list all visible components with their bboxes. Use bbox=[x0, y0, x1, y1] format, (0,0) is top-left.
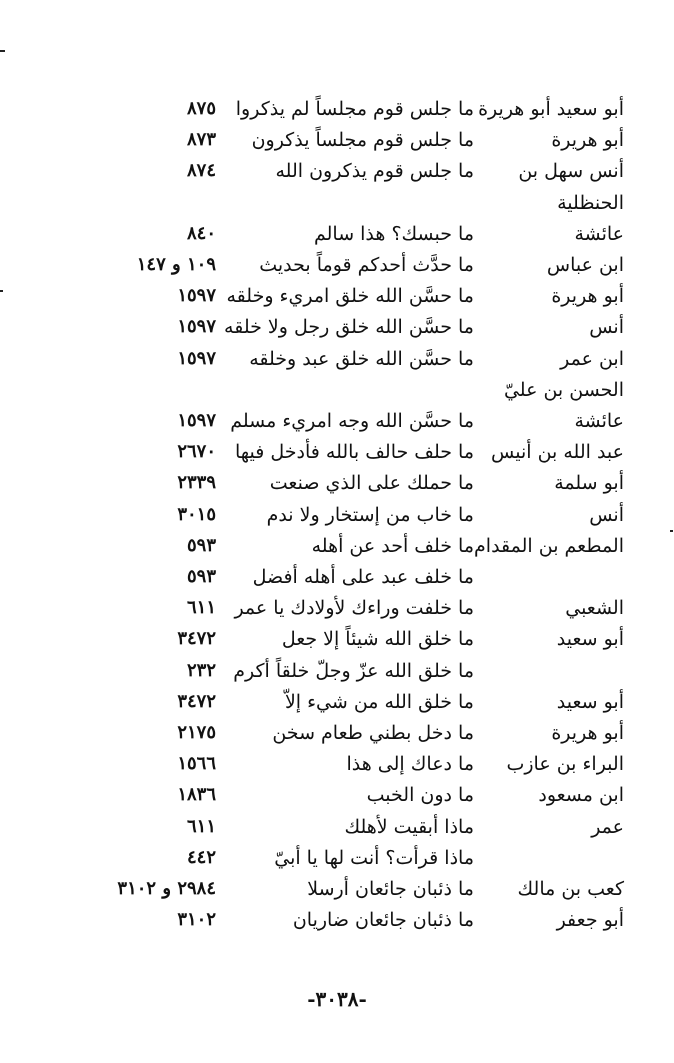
index-entry bbox=[0, 592, 674, 624]
entry-reference-number: ٢٣٣٩ bbox=[177, 472, 216, 494]
entry-narrator: أنس bbox=[589, 503, 624, 526]
entry-reference-number: ١٠٩ و ١٤٧ bbox=[136, 254, 216, 275]
entry-hadith-text: ما جلس قوم يذكرون الله bbox=[275, 160, 474, 183]
entry-reference-number: ١٨٣٦ bbox=[177, 784, 216, 806]
entry-hadith-text: ما حملك على الذي صنعت bbox=[269, 472, 474, 495]
entry-hadith-text: ما خلق الله عزّ وجلّ خلقاً أكرم bbox=[233, 659, 474, 682]
index-entry bbox=[0, 561, 674, 593]
entry-hadith-text: ما حسَّن الله خلق رجل ولا خلقه bbox=[224, 316, 474, 339]
entry-hadith-text: ما دعاك إلى هذا bbox=[346, 753, 474, 776]
entry-narrator: عائشة bbox=[574, 410, 624, 432]
entry-hadith-text: ما خلف أحد عن أهله bbox=[311, 534, 474, 557]
entry-hadith-text: ما جلس قوم مجلساً يذكرون bbox=[251, 129, 474, 152]
entry-hadith-text: ما ذئبان جائعان أرسلا bbox=[307, 878, 474, 900]
entry-reference-number: ٤٤٢ bbox=[186, 846, 216, 868]
index-entry bbox=[0, 779, 674, 811]
index-entry bbox=[0, 655, 674, 687]
entry-narrator: أبو سعيد bbox=[556, 628, 624, 651]
entry-hadith-text: ما خلق الله من شيء إلاّ bbox=[284, 690, 474, 713]
entry-reference-number: ٣٤٧٢ bbox=[177, 690, 216, 712]
entry-narrator: أبو هريرة bbox=[551, 285, 624, 308]
entry-narrator: ابن عمر bbox=[560, 347, 624, 370]
entry-hadith-text: ما خلفت وراءك لأولادك يا عمر bbox=[234, 597, 474, 620]
entry-narrator: أبو سلمة bbox=[554, 472, 624, 495]
entry-narrator: ابن مسعود bbox=[538, 784, 624, 807]
entry-narrator: أبو هريرة bbox=[551, 722, 624, 744]
entry-narrator: أنس bbox=[589, 316, 624, 339]
index-entry bbox=[0, 842, 674, 874]
entry-hadith-text: ما ذئبان جائعان ضاريان bbox=[292, 909, 474, 932]
entry-narrator: أبو سعيد أبو هريرة bbox=[478, 98, 624, 120]
entry-reference-number: ٥٩٣ bbox=[186, 566, 216, 587]
entry-narrator: عمر bbox=[591, 815, 624, 838]
entry-hadith-text: ما دخل بطني طعام سخن bbox=[272, 722, 474, 744]
entry-reference-number: ٢١٧٥ bbox=[177, 722, 216, 743]
entry-reference-number: ١٥٦٦ bbox=[177, 753, 216, 775]
entry-hadith-text: ما حسَّن الله خلق عبد وخلقه bbox=[249, 347, 474, 370]
entry-hadith-text: ما دون الخبب bbox=[366, 784, 474, 807]
entry-hadith-text: ما حلف حالف بالله فأدخل فيها bbox=[234, 441, 474, 464]
index-entry bbox=[0, 343, 674, 375]
entry-narrator: الحسن بن عليّ bbox=[503, 378, 624, 401]
entry-reference-number: ٦١١ bbox=[186, 597, 216, 619]
entry-hadith-text: ما جلس قوم مجلساً لم يذكروا bbox=[235, 98, 474, 120]
entry-reference-number: ٥٩٣ bbox=[186, 534, 216, 556]
entry-reference-number: ٢٣٢ bbox=[186, 659, 216, 681]
entry-narrator: عبد الله بن أنيس bbox=[491, 441, 624, 464]
index-entry bbox=[0, 124, 674, 156]
index-entry bbox=[0, 686, 674, 718]
index-entry bbox=[0, 499, 674, 531]
entry-hadith-text: ما حسَّن الله وجه امريء مسلم bbox=[230, 410, 474, 432]
page-number: -٣٠٣٨- bbox=[307, 987, 367, 1011]
edge-mark-top bbox=[0, 50, 5, 52]
entry-narrator: أبو سعيد bbox=[556, 690, 624, 713]
entry-reference-number: ٨٤٠ bbox=[186, 222, 216, 244]
index-entry bbox=[0, 280, 674, 312]
index-entry bbox=[0, 717, 674, 749]
entry-reference-number: ١٥٩٧ bbox=[177, 410, 216, 431]
index-entry bbox=[0, 811, 674, 843]
entry-narrator: أبو جعفر bbox=[556, 909, 624, 932]
index-entry bbox=[0, 436, 674, 468]
index-entry bbox=[0, 187, 674, 219]
entry-reference-number: ١٥٩٧ bbox=[177, 285, 216, 307]
entry-reference-number: ١٥٩٧ bbox=[177, 347, 216, 369]
entry-narrator: كعب بن مالك bbox=[517, 878, 624, 900]
entry-hadith-text: ما خاب من إستخار ولا ندم bbox=[266, 503, 474, 526]
entry-reference-number: ٨٧٣ bbox=[186, 129, 216, 151]
entry-reference-number: ٣١٠٢ bbox=[177, 909, 216, 931]
entry-narrator: عائشة bbox=[574, 222, 624, 245]
entry-hadith-text: ما خلق الله شيئاً إلا جعل bbox=[281, 628, 474, 651]
entry-narrator: الشعبي bbox=[565, 597, 624, 620]
entry-reference-number: ٦١١ bbox=[186, 815, 216, 837]
entry-hadith-text: ما حدَّث أحدكم قوماً بحديث bbox=[259, 254, 474, 276]
entry-reference-number: ٣٤٧٢ bbox=[177, 628, 216, 650]
entry-reference-number: ٢٩٨٤ و ٣١٠٢ bbox=[117, 878, 216, 899]
index-entry bbox=[0, 873, 674, 905]
entry-narrator: الحنظلية bbox=[557, 191, 624, 214]
entry-hadith-text: ماذا أبقيت لأهلك bbox=[344, 815, 474, 838]
entry-reference-number: ٢٦٧٠ bbox=[177, 441, 216, 463]
index-entry bbox=[0, 249, 674, 281]
index-entry bbox=[0, 374, 674, 406]
entry-narrator: أبو هريرة bbox=[551, 129, 624, 152]
index-entry bbox=[0, 218, 674, 250]
entry-hadith-text: ما خلف عبد على أهله أفضل bbox=[252, 566, 474, 588]
entry-reference-number: ٨٧٥ bbox=[186, 98, 216, 119]
index-entry bbox=[0, 623, 674, 655]
index-entry bbox=[0, 748, 674, 780]
index-entry bbox=[0, 155, 674, 187]
entry-narrator: ابن عباس bbox=[546, 254, 624, 276]
index-entry bbox=[0, 311, 674, 343]
index-entry bbox=[0, 93, 674, 125]
entry-reference-number: ٨٧٤ bbox=[186, 160, 216, 182]
entry-narrator: المطعم بن المقدام bbox=[474, 534, 624, 557]
index-entry bbox=[0, 405, 674, 437]
entry-hadith-text: ما حبسك؟ هذا سالم bbox=[313, 222, 474, 245]
entry-narrator: أنس سهل بن bbox=[518, 160, 624, 183]
index-entry bbox=[0, 530, 674, 562]
index-entry bbox=[0, 467, 674, 499]
entry-hadith-text: ماذا قرأت؟ أنت لها يا أبيّ bbox=[274, 846, 474, 869]
entry-reference-number: ١٥٩٧ bbox=[177, 316, 216, 338]
entry-hadith-text: ما حسَّن الله خلق امريء وخلقه bbox=[226, 285, 474, 308]
index-entry bbox=[0, 904, 674, 936]
entry-narrator: البراء بن عازب bbox=[506, 753, 624, 776]
entry-reference-number: ٣٠١٥ bbox=[177, 503, 216, 525]
